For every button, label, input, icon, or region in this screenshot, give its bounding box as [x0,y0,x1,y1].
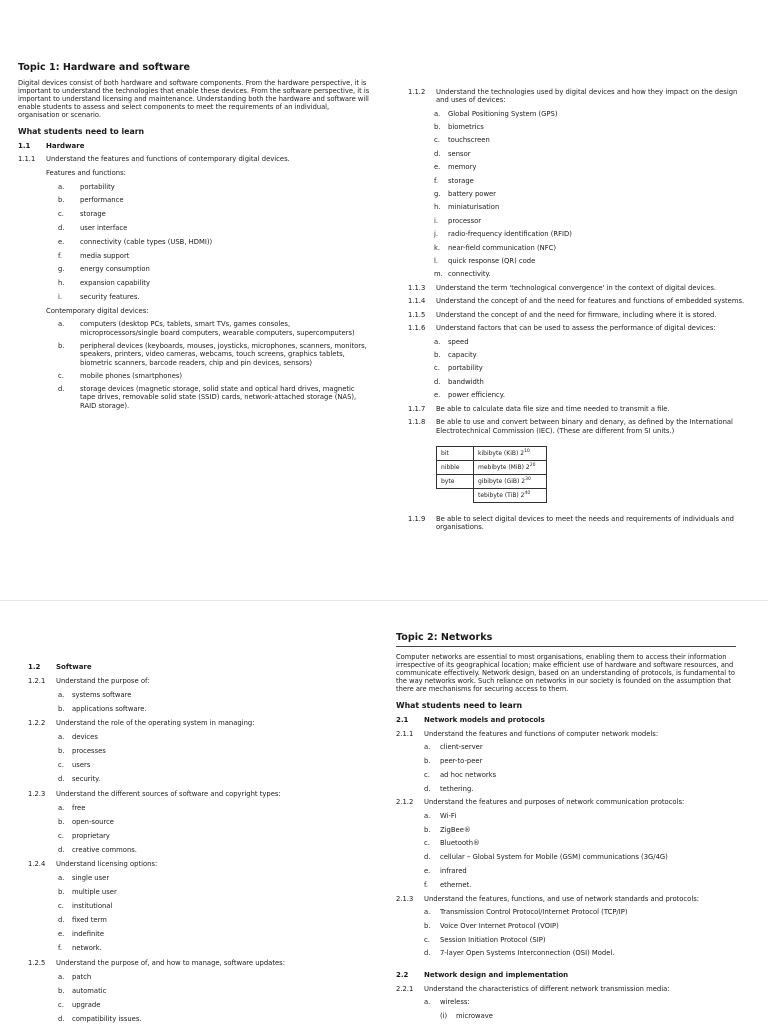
features-heading: Features and functions: [46,168,126,177]
list-item [396,810,736,824]
section-number: 2.2 [396,971,409,980]
list-text: proprietary [72,831,110,840]
objective-1-2-4 [28,857,373,871]
objective-1-1-5 [408,309,748,323]
list-letter: b. [434,351,441,360]
list-text: connectivity (cable types (USB, HDMI)) [80,237,213,246]
list-letter: b. [58,986,65,995]
list-letter: b. [58,888,65,897]
objective-2-2-1 [396,983,736,996]
list-letter: a. [424,908,431,917]
list-text: storage [448,176,474,185]
objective-text: Understand licensing options: [56,859,158,868]
list-letter: e. [58,237,65,246]
list-item [396,783,736,797]
list-letter: d. [434,377,441,386]
what-students-heading: What students need to learn [396,701,523,711]
objective-number: 1.2.1 [28,677,46,685]
objective-number: 1.1.8 [408,418,426,427]
page2-right-column [396,632,736,1024]
list-text: free [72,803,86,812]
list-text: sensor [448,149,471,158]
list-text: single user [72,873,110,882]
list-letter: e. [58,930,65,939]
list-letter: a. [424,743,431,752]
objective-number: 2.1.1 [396,729,414,738]
objective-1-1-4 [408,295,748,308]
list-item [408,336,748,349]
list-item [18,383,370,413]
list-text: processes [72,747,106,756]
list-letter: b. [58,817,65,826]
list-item [396,741,736,755]
list-text: applications software. [72,705,147,714]
list-item [18,222,370,236]
list-item [408,108,748,121]
list-text: compatibility issues. [72,1014,142,1023]
objective-number: 1.2.4 [28,859,46,868]
list-item [18,291,370,305]
list-letter: k. [434,243,441,252]
list-letter: c. [424,770,430,779]
list-item [408,215,748,228]
list-letter: a. [434,109,441,118]
list-text: indefinite [72,930,105,939]
list-text: network. [72,944,102,953]
objective-text: Understand the features and functions of computer network models: [424,729,659,738]
list-letter: a. [58,733,65,742]
list-letter: b. [58,747,65,756]
topic-1-title: Topic 1: Hardware and software [18,62,191,73]
list-item [28,913,373,927]
unit-label: mebibyte (MiB) 2 [478,464,530,472]
table-row [437,460,547,474]
objective-number: 1.2.3 [28,789,46,798]
list-roman: (i) [440,1011,448,1020]
list-item [396,755,736,769]
objective-2-1-1 [396,728,736,741]
table-row [437,446,547,460]
list-letter: e. [434,391,441,400]
list-letter: h. [58,279,65,288]
list-item [18,277,370,291]
table-cell [474,460,547,474]
objective-number: 2.1.3 [396,894,414,903]
list-item [408,188,748,201]
list-letter: a. [424,811,431,820]
list-item [408,362,748,375]
list-item [396,906,736,920]
objective-text: Understand the concept of and the need for firmware, including where it is stored. [436,310,717,319]
list-letter: i. [434,216,439,225]
list-letter: c. [58,761,64,770]
objective-text: Understand the features and functions of contemporary digital devices. [46,155,290,164]
objective-number: 1.1.3 [408,283,426,292]
list-text: open-source [72,817,114,826]
list-letter: c. [58,210,64,219]
list-item [408,148,748,161]
objective-text: Be able to calculate data file size and time needed to transmit a file. [436,404,670,413]
list-letter: b. [424,921,431,930]
list-item [396,824,736,838]
list-letter: d. [424,784,431,793]
list-text: Transmission Control Protocol/Internet Protocol (TCP/IP) [440,908,628,917]
list-letter: e. [434,163,441,172]
list-item [408,268,748,281]
list-letter: a. [58,873,65,882]
section-label: Software [56,663,92,671]
list-text: systems software [72,691,132,699]
list-item [396,837,736,851]
list-item [28,941,373,955]
objective-1-1-9 [408,513,748,535]
list-item [28,730,373,744]
objective-number: 1.1.1 [18,155,36,164]
list-item [408,349,748,362]
table-cell [437,488,474,502]
objective-text: Understand the purpose of, and how to manage, software updates: [56,958,286,967]
list-item [18,263,370,277]
list-text: Bluetooth® [440,839,480,848]
objective-number: 2.1.2 [396,798,414,807]
list-text: security features. [80,292,140,301]
unit-label: kibibyte (KiB) 2 [478,450,525,458]
list-text: mobile phones (smartphones) [80,371,183,380]
list-letter: b. [424,825,431,834]
list-letter: d. [434,149,441,158]
list-letter: a. [58,972,65,981]
list-text: infrared [440,867,467,876]
list-letter: c. [434,364,440,373]
page2-left-column [28,658,373,1026]
list-text: expansion capability [80,279,150,288]
list-item [396,769,736,783]
section-label: Network models and protocols [424,716,545,725]
list-text: bandwidth [448,377,484,386]
list-text: portability [448,364,483,373]
list-item [396,934,736,948]
list-text: miniaturisation [448,203,500,212]
list-letter: a. [424,998,431,1007]
list-item [28,772,373,786]
list-text: client-server [440,743,483,752]
objective-number: 1.1.2 [408,88,426,96]
list-text: storage [80,210,106,219]
list-text: devices [72,733,98,742]
table-cell: byte [437,474,474,488]
objective-number: 1.1.9 [408,514,426,523]
list-letter: b. [434,123,441,131]
list-text: performance [80,196,124,205]
objective-1-2-3 [28,787,373,801]
list-item [408,389,748,402]
list-text: upgrade [72,1000,101,1009]
list-text: user interface [80,223,128,232]
list-letter: c. [434,136,440,145]
list-letter: c. [424,935,430,944]
unit-exponent: 20 [529,463,536,469]
list-letter: d. [58,385,65,394]
section-1-2 [28,660,373,674]
list-text: automatic [72,986,107,995]
list-text: Session Initiation Protocol (SIP) [440,935,546,944]
list-item [28,815,373,829]
objective-number: 1.1.6 [408,324,426,333]
objective-text: Understand the characteristics of different network transmission media: [424,984,670,993]
section-number: 2.1 [396,716,409,725]
list-item [28,885,373,899]
list-text: near-field communication (NFC) [448,243,557,252]
list-letter: c. [58,371,64,380]
list-text: patch [72,972,92,981]
table-cell [474,446,547,460]
list-item [408,228,748,241]
list-item [408,201,748,214]
objective-2-1-2 [396,796,736,809]
list-item [396,920,736,934]
objective-1-1-6 [408,322,748,336]
list-item [18,236,370,250]
list-item [28,899,373,913]
binary-units-table [436,446,547,503]
objective-text: Be able to use and convert between binary and denary, as defined by the International Electrotechnical Commission (IEC). (These are different from SI units.) [436,418,733,435]
list-letter: c. [424,839,430,848]
objective-1-1-8 [408,416,748,438]
list-text: ZigBee® [440,825,471,834]
objective-number: 2.2.1 [396,984,414,993]
list-text: peer-to-peer [440,757,483,766]
list-letter: f. [58,944,63,953]
list-text: computers (desktop PCs, tablets, smart TVs, games consoles, microprocessors/single board computers, wearable computers, supercomputers) [80,320,355,337]
list-letter: g. [58,265,65,274]
list-text: peripheral devices (keyboards, mouses, joysticks, microphones, scanners, monitors, speakers, printers, video cameras, webcams, touch screens, graphics tablets, biometric scanners, barcode readers, chip and pin devices, sensors) [80,341,367,367]
list-letter: c. [58,831,64,840]
objective-number: 1.1.5 [408,310,426,319]
list-item [28,829,373,843]
list-letter: m. [434,270,443,279]
list-item [18,318,370,340]
list-item [28,843,373,857]
table-cell: bit [437,446,474,460]
list-letter: b. [58,341,65,350]
section-number: 1.2 [28,663,41,671]
section-number: 1.1 [18,142,31,151]
objective-1-2-2 [28,716,373,730]
list-item [396,851,736,865]
list-text: Wi-Fi [440,811,457,820]
list-letter: e. [424,867,431,876]
list-text: creative commons. [72,845,137,854]
unit-label: tebibyte (TiB) 2 [478,492,525,500]
list-text: power efficiency. [448,391,505,400]
objective-text: Understand the purpose of: [56,677,150,685]
objective-2-1-3 [396,893,736,906]
list-text: 7-layer Open Systems Interconnection (OSI) Model. [440,949,615,958]
list-item [408,175,748,188]
devices-heading: Contemporary digital devices: [46,306,149,315]
list-item [408,255,748,268]
list-letter: a. [58,182,65,191]
list-letter: c. [58,902,64,911]
list-letter: a. [434,337,441,346]
list-item [18,250,370,264]
list-text: memory [448,163,477,172]
list-text: multiple user [72,888,117,897]
objective-text: Understand the features, functions, and use of network standards and protocols: [424,894,700,903]
list-item [28,688,373,702]
list-text: Global Positioning System (GPS) [448,109,558,118]
objective-1-1-2 [408,86,748,108]
list-text: connectivity. [448,270,491,279]
list-letter: d. [58,223,65,232]
list-text: institutional [72,902,113,911]
objective-1-1-7 [408,403,748,417]
list-item [396,996,736,1010]
objective-text: Understand the different sources of software and copyright types: [56,789,281,798]
list-item [28,702,373,716]
list-letter: d. [58,845,65,854]
list-letter: d. [424,853,431,862]
list-text: battery power [448,190,496,199]
objective-text: Understand the technologies used by digital devices and how they impact on the design and uses of devices: [436,88,738,105]
table-cell [474,488,547,502]
list-item [396,1010,736,1024]
list-letter: j. [434,230,439,239]
topic-1-intro: Digital devices consist of both hardware and software components. From the hardware perspective, it is important to understand the technologies that enable these devices. From the software perspective, it is important to understand licensing and maintenance. Understanding both the hardware and software will enable students to assess and select components to meet the requirements of an individual, organisation or scenario. [18,79,370,120]
list-letter: a. [58,691,65,699]
list-text: Voice Over Internet Protocol (VOIP) [440,921,559,930]
section-1-1 [18,140,370,153]
objective-text: Understand the term 'technological convergence' in the context of digital devices. [436,283,717,292]
list-text: microwave [456,1011,493,1020]
list-letter: b. [58,196,65,205]
list-letter: b. [424,757,431,766]
objective-1-2-5 [28,956,373,970]
list-letter: d. [58,775,65,784]
table-cell [474,474,547,488]
list-letter: d. [424,949,431,958]
list-letter: g. [434,190,441,199]
section-2-1 [396,714,736,727]
objective-1-2-1 [28,674,373,688]
list-text: speed [448,337,469,346]
list-letter: c. [58,1000,64,1009]
list-item [18,194,370,208]
list-letter: a. [58,320,65,329]
list-letter: d. [58,1014,65,1023]
list-text: biometrics [448,123,484,131]
list-text: ad hoc networks [440,770,497,779]
list-letter: a. [58,803,65,812]
list-letter: l. [434,257,439,266]
list-item [18,370,370,383]
table-row [437,488,547,502]
list-item [396,947,736,961]
list-item [28,744,373,758]
table-cell: nibble [437,460,474,474]
objective-number: 1.1.4 [408,297,426,306]
page1-left-column [18,62,370,413]
topic-2-title: Topic 2: Networks [396,632,736,647]
list-text: touchscreen [448,136,490,145]
list-text: ethernet. [440,880,472,889]
list-item [408,376,748,389]
unit-label: gibibyte (GiB) 2 [478,478,526,486]
list-text: media support [80,251,130,260]
unit-exponent: 30 [525,477,531,483]
list-text: wireless: [440,998,470,1007]
list-item [396,879,736,893]
list-text: cellular – Global System for Mobile (GSM) communications (3G/4G) [440,853,668,862]
list-item [408,161,748,174]
list-text: tethering. [440,784,474,793]
list-letter: d. [58,916,65,925]
list-item [28,984,373,998]
list-item [408,134,748,147]
objective-number: 1.2.5 [28,958,46,967]
topic-2-intro: Computer networks are essential to most organisations, enabling them to access their information irrespective of its geographical location; make efficient use of hardware and software resources, and communicate effectively. Network design, based on an understanding of protocols, is fundamental to the way networks work. Such reliance on networks in our society is founded on the assumption that there are mechanisms for securing access to them. [396,653,735,694]
list-text: portability [80,182,115,191]
list-item [18,181,370,195]
objective-1-1-3 [408,282,748,296]
list-text: capacity [448,351,477,360]
section-label: Hardware [46,142,85,151]
list-item [18,340,370,370]
unit-exponent: 40 [524,491,531,497]
list-item [28,871,373,885]
list-item [28,998,373,1012]
objective-text: Understand the concept of and the need for features and functions of embedded systems. [436,297,745,306]
section-2-2 [396,969,736,982]
list-item [408,242,748,255]
objective-number: 1.2.2 [28,719,46,728]
objective-number: 1.1.7 [408,404,426,413]
list-letter: i. [58,292,63,301]
list-text: security. [72,775,101,784]
unit-exponent: 10 [524,449,530,455]
list-letter: f. [434,176,439,185]
list-item [28,927,373,941]
list-text: users [72,761,91,770]
list-item [28,758,373,772]
table-row [437,474,547,488]
list-letter: f. [424,880,429,889]
list-text: fixed term [72,916,107,925]
list-item [396,865,736,879]
list-item [28,970,373,984]
list-item [408,121,748,134]
page1-right-column [408,86,748,534]
objective-1-1-1 [18,153,370,167]
objective-text: Understand the role of the operating system in managing: [56,719,255,728]
list-letter: h. [434,203,441,212]
objective-text: Understand factors that can be used to assess the performance of digital devices: [436,324,716,333]
list-text: quick response (QR) code [448,257,536,266]
section-label: Network design and implementation [424,971,569,980]
list-text: processor [448,216,482,225]
what-students-heading: What students need to learn [18,127,145,137]
list-text: storage devices (magnetic storage, solid state and optical hard drives, magnetic tape drives, removable solid state (SSID) cards, network-attached storage (NAS), RAID storage). [80,385,357,410]
list-letter: b. [58,705,65,714]
list-item [28,801,373,815]
list-text: energy consumption [80,265,150,274]
list-text: radio-frequency identification (RFID) [448,230,572,239]
list-letter: f. [58,251,63,260]
objective-text: Be able to select digital devices to meet the needs and requirements of individuals and organisations. [436,514,734,532]
objective-text: Understand the features and purposes of network communication protocols: [424,798,685,807]
list-item [18,208,370,222]
